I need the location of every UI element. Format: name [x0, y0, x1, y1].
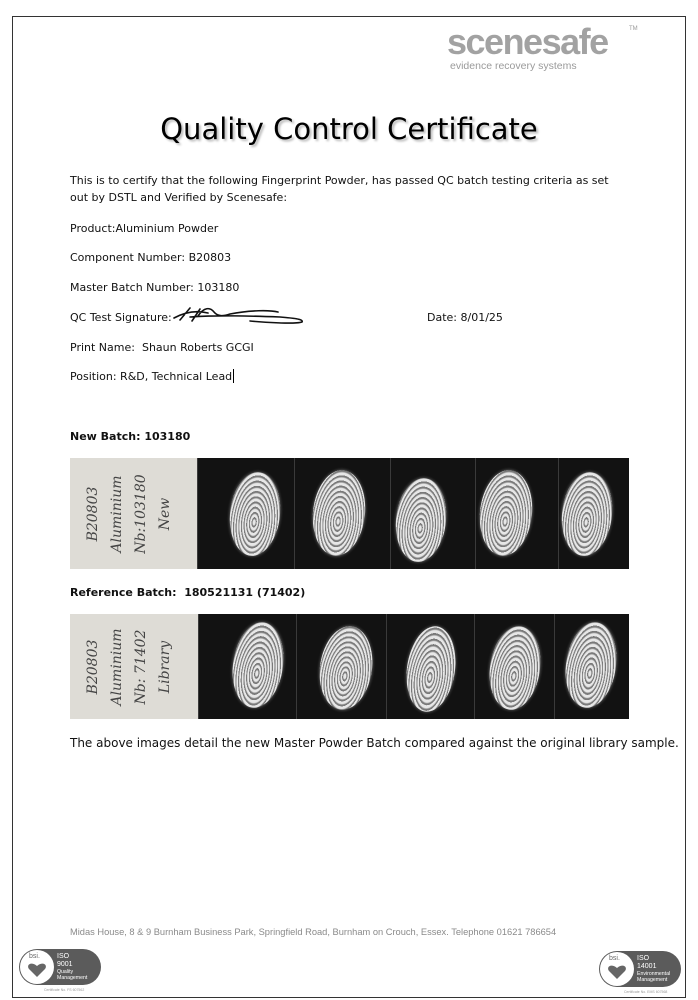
signature-label: QC Test Signature:: [70, 311, 172, 324]
fingerprint-image: [476, 468, 537, 559]
card-handwriting: Aluminium: [109, 627, 125, 706]
position-label: Position:: [70, 370, 117, 383]
image-caption: The above images detail the new Master Powder Batch compared against the original library sample.: [70, 736, 679, 750]
print-name-label: Print Name:: [70, 341, 135, 354]
card-handwriting: Nb:103180: [133, 473, 149, 554]
card-handwriting: Nb: 71402: [133, 629, 149, 704]
fingerprint-cell-divider: [197, 458, 198, 569]
fingerprint-image: [558, 470, 617, 559]
handwritten-label-card: [70, 614, 198, 719]
fingerprint-cell-divider: [198, 614, 199, 719]
fingerprint-image: [226, 470, 285, 559]
fingerprint-image: [392, 476, 451, 565]
badge-iso: ISO: [57, 953, 70, 960]
date-field: [427, 309, 503, 326]
badge-line3: Environmental: [637, 971, 671, 977]
text-cursor: [233, 369, 234, 383]
fingerprint-cell-divider: [475, 458, 476, 569]
reference-batch-heading: [70, 584, 305, 601]
card-handwriting: New: [157, 497, 173, 530]
new-batch-label: New Batch:: [70, 430, 141, 443]
position-field: [70, 368, 234, 385]
master-batch-field: [70, 279, 239, 296]
card-handwriting: Library: [157, 640, 173, 693]
fingerprint-cell-divider: [386, 614, 387, 719]
reference-batch-value: 180521131 (71402): [184, 586, 306, 599]
component-value: B20803: [188, 251, 232, 264]
scenesafe-logo: [447, 21, 638, 76]
fingerprint-cell-divider: [390, 458, 391, 569]
badge-iso: ISO: [637, 955, 650, 962]
print-name-field: [70, 339, 254, 356]
badge-number: 9001: [57, 961, 73, 968]
page-title: Quality Control Certificate: [160, 112, 538, 146]
fingerprint-cell-divider: [558, 458, 559, 569]
intro-paragraph: This is to certify that the following Fingerprint Powder, has passed QC batch testing criteria as set out by DSTL and Verified by Scenesafe:: [70, 174, 609, 204]
reference-batch-image: [70, 614, 629, 719]
logo-trademark: TM: [629, 26, 638, 32]
fingerprint-cell-divider: [296, 614, 297, 719]
logo-tagline: evidence recovery systems: [450, 60, 577, 72]
heart-mark-icon: [27, 962, 47, 978]
card-handwriting: Aluminium: [109, 474, 125, 553]
badge-brand: bsi.: [29, 953, 40, 960]
product-value: Aluminium Powder: [115, 222, 219, 235]
reference-batch-label: Reference Batch:: [70, 586, 177, 599]
position-value: R&D, Technical Lead: [120, 370, 233, 383]
fingerprint-image: [309, 468, 370, 559]
component-field: [70, 249, 231, 266]
new-batch-value: 103180: [144, 430, 191, 443]
iso-9001-badge: [19, 949, 101, 985]
handwritten-label-card: [70, 458, 197, 569]
master-batch-label: Master Batch Number:: [70, 281, 194, 294]
fingerprint-image: [227, 619, 288, 711]
fingerprint-image: [560, 619, 621, 711]
badge-line4: Management: [57, 975, 88, 981]
badge-certificate-1: Certificate No. FS 607562: [44, 988, 85, 992]
logo-word-scene: scene: [447, 21, 542, 62]
iso-14001-badge: [599, 951, 681, 987]
date-label: Date:: [427, 311, 457, 324]
fingerprint-image: [314, 623, 377, 713]
print-name-value: Shaun Roberts GCGI: [141, 341, 254, 354]
badge-number: 14001: [637, 963, 657, 970]
badge-brand: bsi.: [609, 955, 620, 962]
product-label: Product:: [70, 222, 116, 235]
product-field: [70, 220, 218, 237]
fingerprint-cell-divider: [554, 614, 555, 719]
fingerprint-image: [484, 623, 545, 713]
footer-address: Midas House, 8 & 9 Burnham Business Park, Springfield Road, Burnham on Crouch, Essex. Telephone 01621 786654: [70, 927, 557, 937]
date-value: 8/01/25: [460, 311, 503, 324]
master-batch-value: 103180: [197, 281, 240, 294]
component-label: Component Number:: [70, 251, 186, 264]
new-batch-image: [70, 458, 629, 569]
badge-line4: Management: [637, 977, 668, 983]
fingerprint-cell-divider: [294, 458, 295, 569]
card-handwriting: B20803: [85, 486, 101, 541]
fingerprint-image: [401, 623, 461, 715]
fingerprint-cell-divider: [474, 614, 475, 719]
logo-word-safe: safe: [541, 21, 608, 62]
badge-certificate-2: Certificate No. EMS 607568: [624, 990, 668, 994]
handwritten-signature: [170, 304, 310, 330]
card-handwriting: B20803: [85, 639, 101, 694]
new-batch-heading: [70, 428, 190, 445]
heart-mark-icon: [607, 964, 627, 980]
badge-line3: Quality: [57, 969, 74, 975]
